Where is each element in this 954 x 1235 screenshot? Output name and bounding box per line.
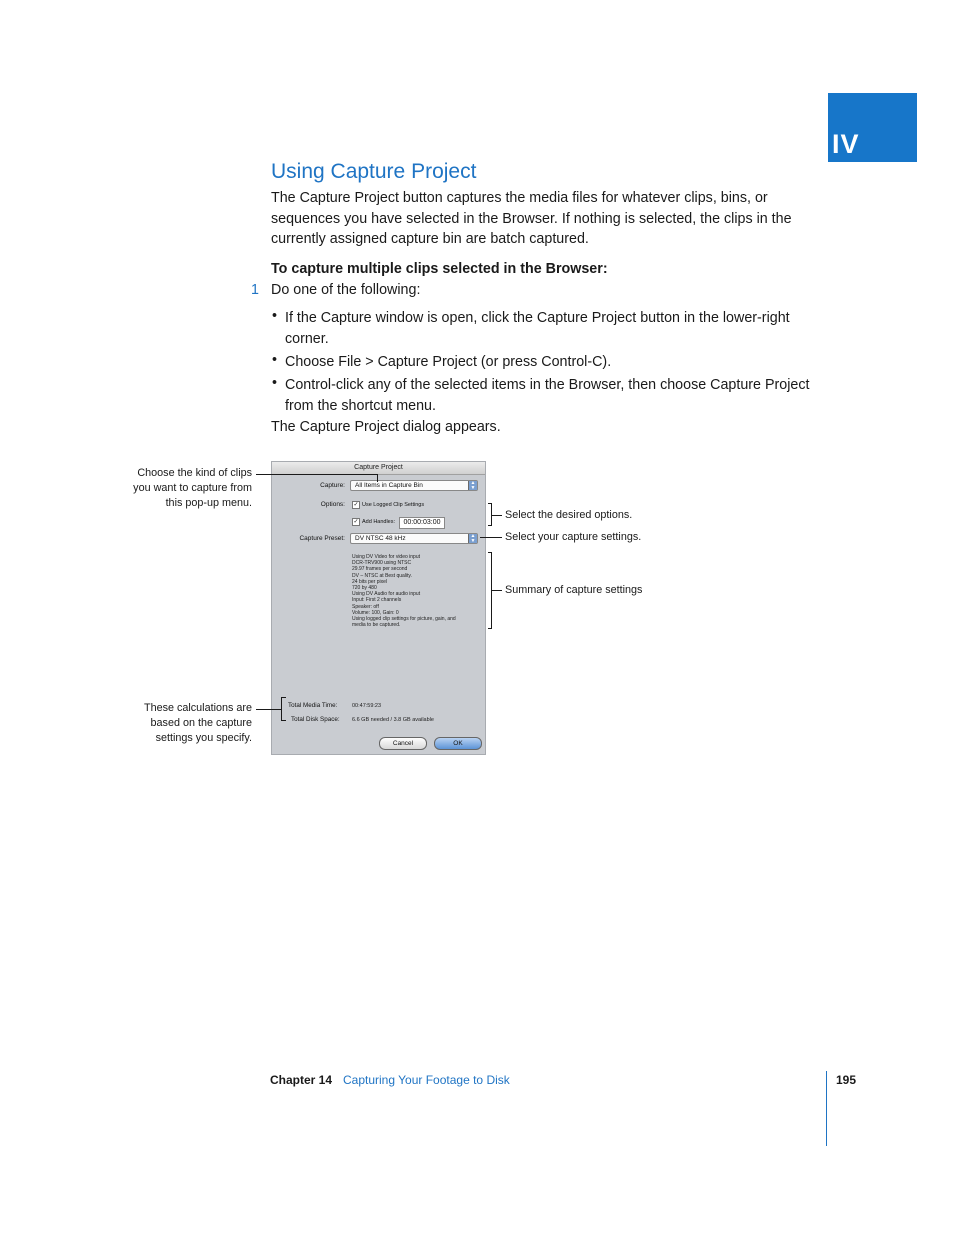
ok-button[interactable]: OK (434, 737, 482, 750)
result-text: The Capture Project dialog appears. (271, 419, 501, 435)
preset-popup-value: DV NTSC 48 kHz (355, 535, 406, 542)
use-logged-label: Use Logged Clip Settings (362, 502, 425, 508)
total-media-label: Total Media Time: (288, 702, 338, 709)
cancel-button[interactable]: Cancel (379, 737, 427, 750)
summary-line: DV – NTSC at Best quality. (352, 572, 412, 579)
step-number: 1 (251, 282, 259, 298)
bullet-marker: • (272, 308, 278, 324)
total-disk-value: 6.6 GB needed / 3.8 GB available (352, 717, 434, 723)
leader-line (480, 537, 502, 538)
leader-line (377, 474, 378, 482)
summary-line: Volume: 100, Gain: 0 (352, 609, 399, 616)
callout-line: based on the capture (150, 717, 252, 729)
callout-line: you want to capture from (133, 482, 252, 494)
capture-popup-value: All Items in Capture Bin (355, 482, 423, 489)
preset-label: Capture Preset: (299, 535, 345, 542)
task-heading: To capture multiple clips selected in the Browser: (271, 261, 608, 277)
bracket-line (281, 697, 282, 721)
bracket-line (488, 628, 492, 629)
summary-line: 24 bits per pixel (352, 578, 388, 585)
capture-label: Capture: (320, 482, 345, 489)
add-handles-checkbox[interactable]: ✓ (353, 519, 359, 525)
footer-chapter: Chapter 14 (270, 1073, 333, 1087)
callout-options: Select the desired options. (505, 509, 633, 521)
callout-line: These calculations are (143, 702, 252, 714)
popup-arrows-icon: ▲ ▼ (468, 481, 477, 490)
leader-line (492, 590, 502, 591)
total-disk-label: Total Disk Space: (291, 716, 340, 723)
dialog-title: Capture Project (272, 462, 485, 475)
callout-calculations (144, 701, 252, 746)
leader-line (256, 709, 281, 710)
intro-paragraph: The Capture Project button captures the media files for whatever clips, bins, or sequences you have selected in the Browser. If nothing is selected, the clips in the currently assigned capture bin are batch captured. (271, 190, 792, 247)
bullet-item: Control-click any of the selected items in the Browser, then choose Capture Project from the shortcut menu. (285, 377, 810, 414)
callout-capture-menu (133, 466, 252, 511)
bullet-marker: • (272, 375, 278, 391)
popup-arrows-icon: ▲ ▼ (468, 534, 477, 543)
options-label: Options: (320, 501, 345, 508)
summary-line: Speaker: off (352, 603, 379, 610)
summary-line: DCR-TRV900 using NTSC (352, 560, 412, 567)
leader-line (492, 515, 502, 516)
callout-settings: Select your capture settings. (505, 531, 642, 543)
bullet-item: Choose File > Capture Project (or press Control-C). (285, 354, 612, 370)
callout-line: this pop-up menu. (165, 497, 252, 509)
add-handles-label: Add Handles: (362, 519, 396, 525)
handles-input[interactable]: 00:00:03:00 (399, 517, 445, 529)
part-tab-label: IV (832, 129, 860, 159)
bracket-line (281, 697, 286, 698)
total-media-value: 00:47:59:23 (352, 703, 382, 709)
summary-line: media to be captured. (352, 622, 401, 629)
callout-summary: Summary of capture settings (505, 584, 643, 596)
leader-line (256, 474, 378, 475)
summary-line: 720 by 480 (352, 585, 377, 592)
page-number: 195 (836, 1073, 857, 1087)
summary-line: 29.97 frames per second (352, 566, 408, 573)
bullet-item: If the Capture window is open, click the Capture Project button in the lower-right corner. (285, 310, 790, 347)
summary-line: Using DV Audio for audio input (352, 591, 421, 598)
summary-line: Input: First 2 channels (352, 597, 402, 604)
callout-line: settings you specify. (155, 732, 252, 744)
preset-popup[interactable] (350, 533, 478, 544)
section-title: Using Capture Project (271, 160, 477, 183)
capture-popup[interactable] (350, 480, 478, 491)
step-text: Do one of the following: (271, 282, 421, 298)
settings-summary (352, 554, 456, 628)
bracket-line (488, 525, 492, 526)
summary-line: Using logged clip settings for picture, gain, and (352, 616, 456, 623)
summary-line: Using DV Video for video input (352, 554, 421, 560)
callout-line: Choose the kind of clips (137, 467, 252, 479)
footer-chapter-title: Capturing Your Footage to Disk (343, 1073, 510, 1087)
capture-project-dialog (271, 461, 486, 755)
bullet-marker: • (272, 352, 278, 368)
use-logged-checkbox[interactable]: ✓ (353, 502, 359, 508)
footer-divider (826, 1071, 827, 1146)
bracket-line (281, 720, 286, 721)
part-tab (828, 93, 917, 162)
